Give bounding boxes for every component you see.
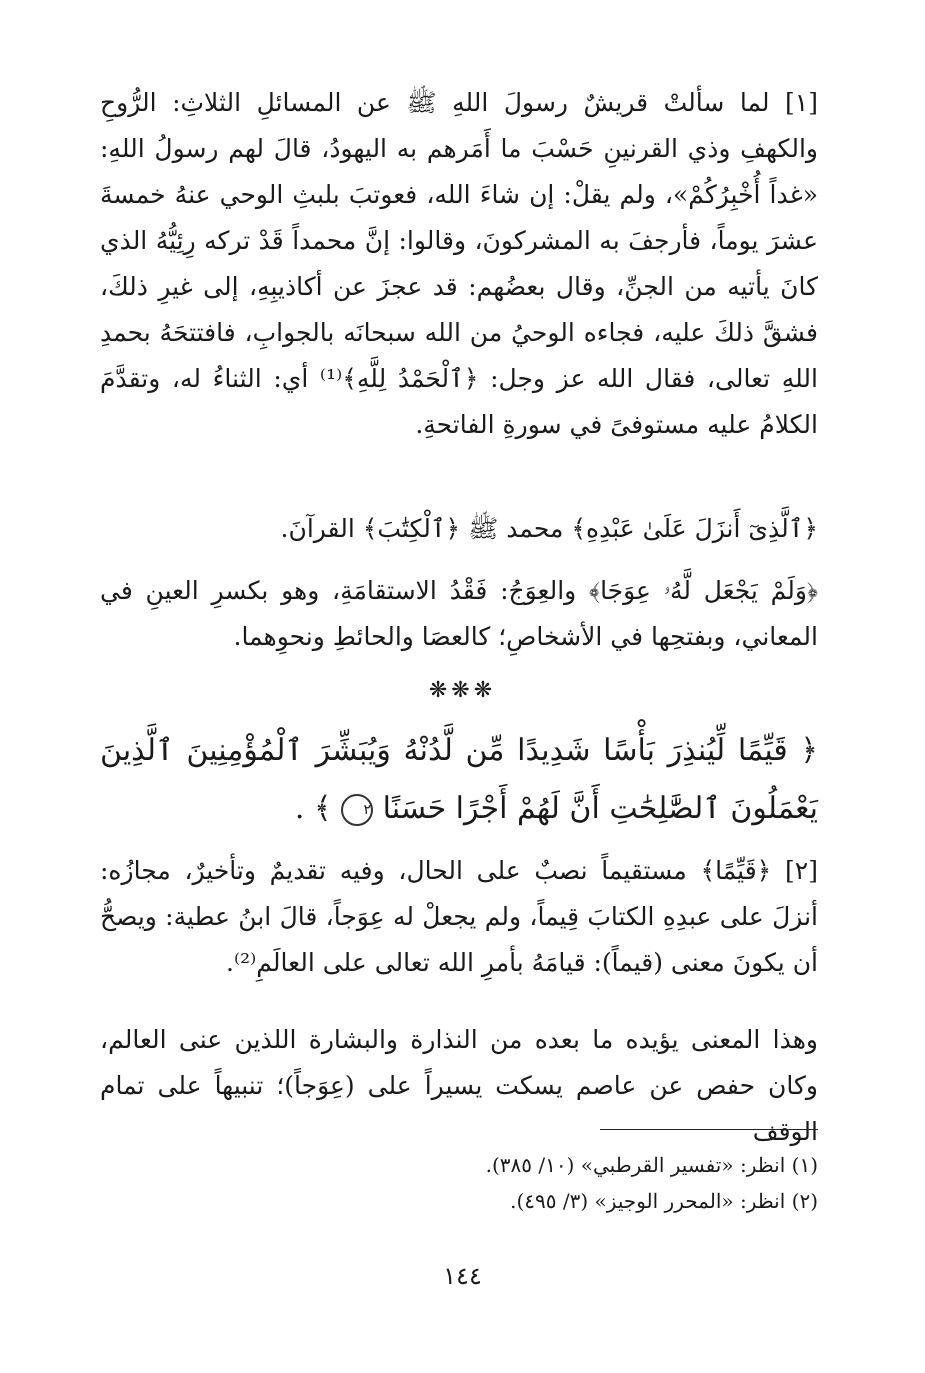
page-number: ١٤٤ [443, 1262, 482, 1290]
verse-number-marker: ٢ [341, 794, 373, 826]
quran-verse-end: ﴾ . [294, 791, 332, 826]
paragraph-iwaj: ﴿وَلَمْ يَجْعَل لَّهُۥ عِوَجَا﴾ والعِوَجُ: فَقْدُ الاستقامَةِ، وهو بكسرِ العينِ في المعاني، وبفتحِها في الأشخاصِ؛ كالعصَا والحائطِ ونحوِهما. [100, 576, 818, 651]
quran-verse [100, 722, 818, 838]
section-separator: ❋❋❋ [428, 678, 497, 703]
footnote-2: (٢) انظر: «المحرر الوجيز» (٣/ ٤٩٥). [510, 1189, 818, 1213]
footnote-1: (١) انظر: «تفسير القرطبي» (١٠/ ٣٨٥). [485, 1153, 818, 1177]
paragraph-hafs: وهذا المعنى يؤيده ما بعده من النذارة والبشارة اللذين عنى العالم، وكان حفص عن عاصم يسكت يسيراً على (عِوَجاً)؛ تنبيهاً على تمام الوقف [100, 1025, 818, 1146]
quran-verse-text: ﴿ قَيِّمًا لِّيُنذِرَ بَأْسًا شَدِيدًا مِّن لَّدُنْهُ وَيُبَشِّرَ ٱلْمُؤْمِنِينَ ٱلَّذِينَ يَعْمَلُونَ ٱلصَّٰلِحَٰتِ أَنَّ لَهُمْ أَجْرًا حَسَنًا [100, 733, 818, 826]
paragraph-alladhi-anzala: ﴿ٱلَّذِىٓ أَنزَلَ عَلَىٰ عَبْدِهِ﴾ محمد ﷺ ﴿ٱلْكِتَٰبَ﴾ القرآنَ. [280, 514, 818, 543]
footnote-divider [600, 1129, 818, 1130]
paragraph-verse1-commentary: [١] لما سألتْ قريشٌ رسولَ اللهِ ﷺ عن المسائلِ الثلاثِ: الرُّوحِ والكهفِ وذي القرنينِ حَسْبَ ما أَمَرهم به اليهودُ، قالَ لهم رسولُ اللهِ: «غداً أُخْبِرُكُمْ»، ولم يقلْ: إن شاءَ الله، فعوتبَ بلبثِ الوحي عنهُ خمسةَ عشرَ يوماً، فأرجفَ به المشركونَ، وقالوا: إنَّ محمداً قَدْ تركه رِئِيُّهُ الذي كانَ يأتيه من الجنِّ، وقال بعضُهم: قد عجزَ عن أكاذيبِهِ، إلى غيرِ ذلكَ، فشقَّ ذلكَ عليه، فجاءه الوحيُ من الله سبحانَه بالجوابِ، فافتتحَهُ بحمدِ اللهِ تعالى، فقال الله عز وجل: ﴿ٱلْحَمْدُ لِلَّهِ﴾⁽¹⁾ أي: الثناءُ له، وتقدَّمَ الكلامُ عليه مستوفىً في سورةِ الفاتحةِ. [100, 88, 818, 439]
paragraph-qayyiman: [٢] ﴿قَيِّمًا﴾ مستقيماً نصبٌ على الحال، وفيه تقديمٌ وتأخيرٌ، مجازُه: أنزلَ على عبدِهِ الكتابَ قِيماً، ولم يجعلْ له عِوَجاً، قالَ ابنُ عطية: ويصحُّ أن يكونَ معنى (قيماً): قيامَهُ بأمرِ الله تعالى على العالَمِ⁽²⁾. [100, 856, 818, 977]
